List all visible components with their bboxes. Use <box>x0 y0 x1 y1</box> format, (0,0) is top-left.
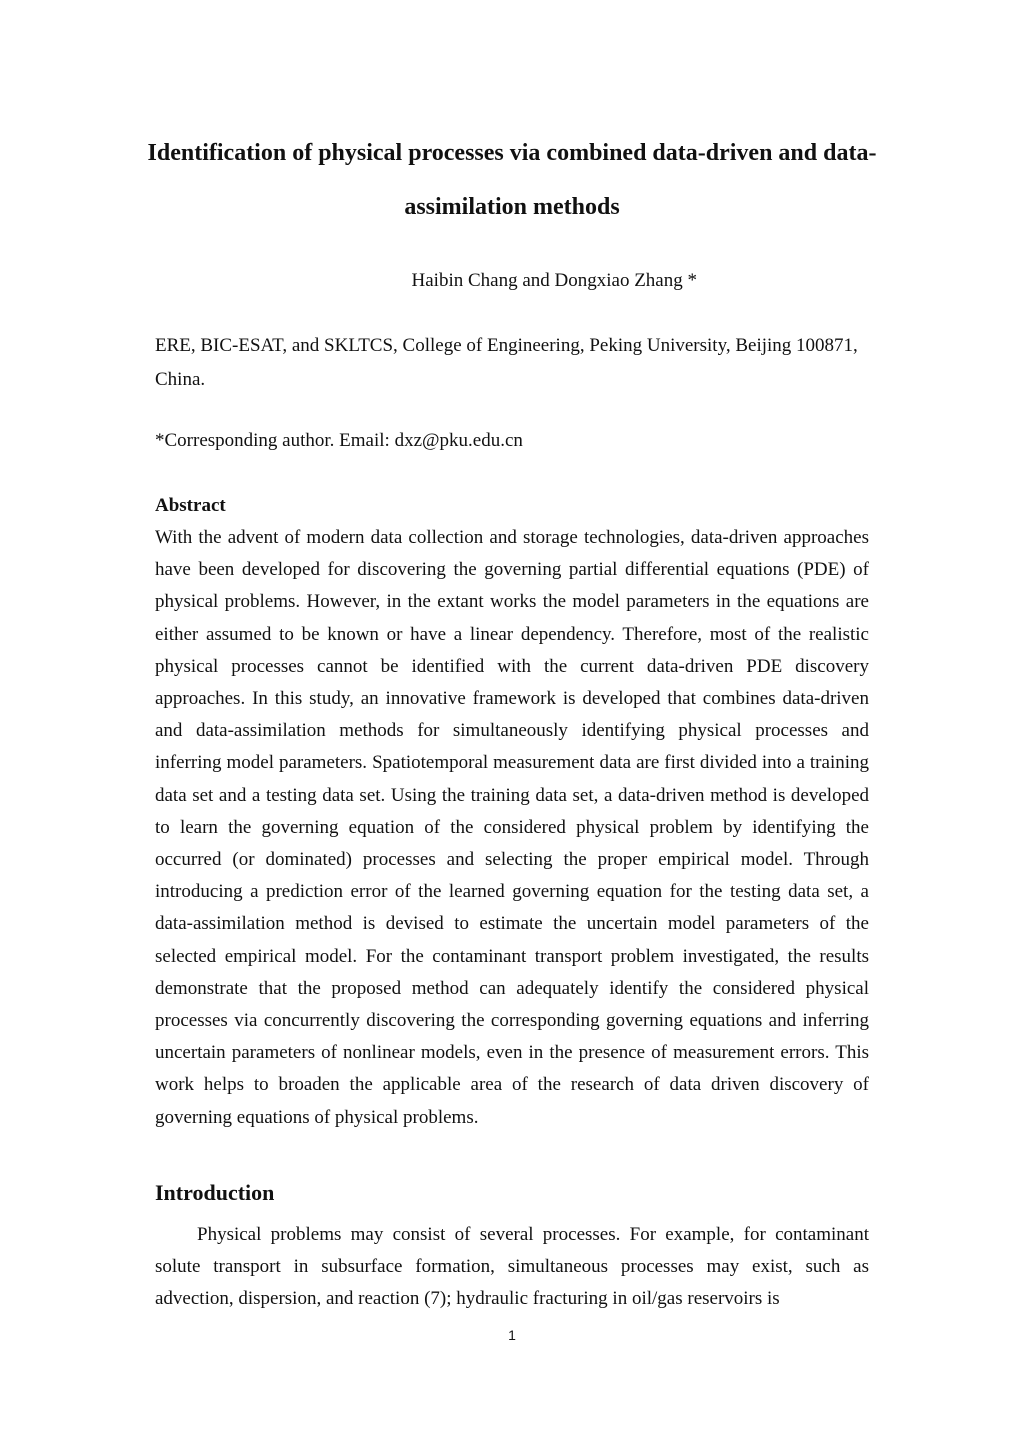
affiliation: ERE, BIC-ESAT, and SKLTCS, College of Engineering, Peking University, Beijing 100871, China. <box>155 335 858 390</box>
abstract-heading: Abstract <box>155 495 226 516</box>
introduction-heading: Introduction <box>155 1180 275 1205</box>
paper-title: Identification of physical processes via combined data-driven and data-assimilation methods <box>147 140 877 220</box>
page-number: 1 <box>508 1327 516 1343</box>
introduction-text: Physical problems may consist of several processes. For example, for contaminant solute transport in subsurface formation, simultaneous processes may exist, such as advection, dispersion, and reaction (7); hydraulic fracturing in oil/gas reservoirs is <box>155 1224 869 1310</box>
author-list: Haibin Chang and Dongxiao Zhang * <box>411 270 697 291</box>
corresponding-author: *Corresponding author. Email: dxz@pku.edu.cn <box>155 430 523 451</box>
abstract-text: With the advent of modern data collection and storage technologies, data-driven approaches have been developed for discovering the governing partial differential equations (PDE) of physical problems. However, in the extant works the model parameters in the equations are either assumed to be known or have a linear dependency. Therefore, most of the realistic physical processes cannot be identified with the current data-driven PDE discovery approaches. In this study, an innovative framework is developed that combines data-driven and data-assimilation methods for simultaneously identifying physical processes and inferring model parameters. Spatiotemporal measurement data are first divided into a training data set and a testing data set. Using the training data set, a data-driven method is developed to learn the governing equation of the considered physical problem by identifying the occurred (or dominated) processes and selecting the proper empirical model. Through introducing a prediction error of the learned governing equation for the testing data set, a data-assimilation method is devised to estimate the uncertain model parameters of the selected empirical model. For the contaminant transport problem investigated, the results demonstrate that the proposed method can adequately identify the considered physical processes via concurrently discovering the corresponding governing equations and inferring uncertain parameters of nonlinear models, even in the presence of measurement errors. This work helps to broaden the applicable area of the research of data driven discovery of governing equations of physical problems. <box>155 527 869 1128</box>
